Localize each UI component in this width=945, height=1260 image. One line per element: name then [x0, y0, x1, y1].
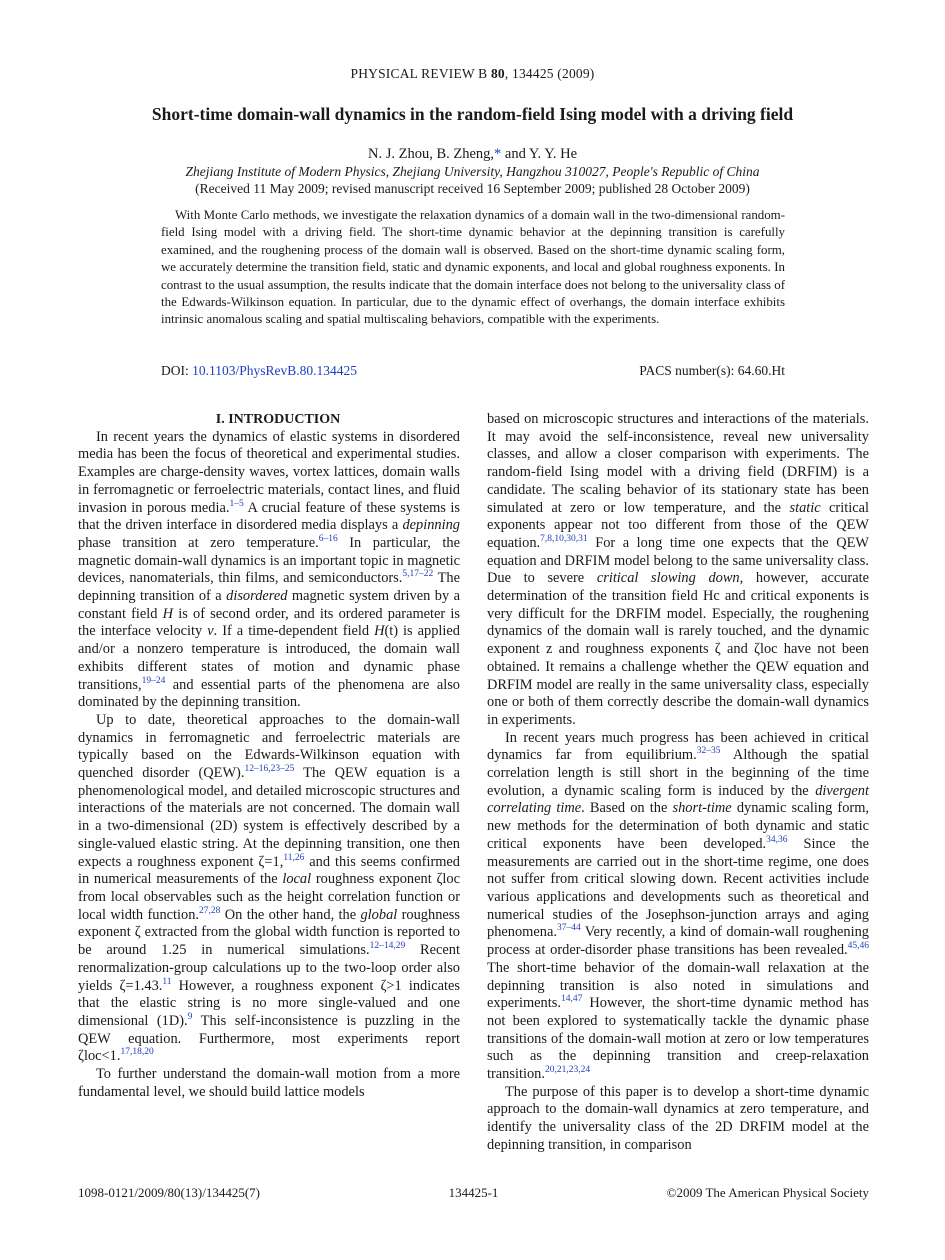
paragraph: In recent years much progress has been achieved in critical dynamics far from equilibrium.$^{32-35}$ Although the spatial correlation length is still short in the beginning of the time evolution, a dynamic scaling form is induced by the divergent correlating time. Based on the short-time dynamic scaling form, new methods for the determination of both dynamic and static critical exponents have been developed.$^{34,36}$ Since the measurements are carried out in the short-time regime, one does not suffer from critical slowing down. Recent activities include various applications and developments such as theoretical and numerical studies of the Josephson-junction arrays and aging phenomena.$^{37-44}$ Very recently, a kind of domain-wall roughening process at order-disorder phase transitions has been revealed.$^{45,46}$ The short-time behavior of the domain-wall relaxation at the depinning transition is also noted in simulations and experiments.$^{14,47}$ However, the short-time dynamic method has not been explored to systematically tackle the dynamic phase transitions of the domain-wall motion at zero or low temperatures such as the depinning transition and creep-relaxation transition.$^{20,21,23,24}$ [487, 729, 870, 1083]
citation-link[interactable]: 19–24 [141, 675, 166, 686]
right-column [487, 411, 869, 1155]
abstract: With Monte Carlo methods, we investigate the relaxation dynamics of a domain wall in the two-dimensional random-field Ising model with a driving field. The short-time dynamic behavior at the depinning transition is carefully examined, and the roughening process of the domain wall is observed. Based on the short-time dynamic scaling form, we accurately determine the transition field, static and dynamic exponents, and local and global roughness exponents. In contrast to the usual assumption, the results indicate that the domain interface does not belong to the universality class of the Edwards-Wilkinson equation. In particular, due to the dynamic effect of overhangs, the domain interface exhibits intrinsic anomalous scaling and spatial multiscaling behaviors, compatible with the experiments. [161, 208, 785, 327]
affiliation: Zhejiang Institute of Modern Physics, Zhejiang University, Hangzhou 310027, People's Republic of China [185, 164, 760, 179]
citation-link[interactable]: 12–16,23–25 [244, 764, 295, 775]
authors-first: N. J. Zhou, B. Zheng, [367, 146, 495, 162]
paragraph: The purpose of this paper is to develop a short-time dynamic approach to the domain-wall dynamics at zero temperature, and identify the universality class of the 2D DRFIM model at the depinning transition, in comparison [487, 1083, 869, 1153]
footer-identifier: 1098-0121/2009/80(13)/134425(7) [78, 1185, 260, 1200]
citation-link[interactable]: 6–16 [318, 534, 338, 545]
citation-link[interactable]: 20,21,23,24 [544, 1065, 591, 1076]
author-list [0, 146, 945, 163]
citation-link[interactable]: 7,8,10,30,31 [540, 534, 588, 545]
citation-link[interactable]: 17,18,20 [120, 1047, 154, 1058]
left-column [78, 411, 460, 1101]
page-number: 134425-1 [448, 1185, 499, 1200]
received-dates: (Received 11 May 2009; revised manuscript received 16 September 2009; published 28 October 2009) [195, 181, 750, 196]
section-heading: I. INTRODUCTION [215, 412, 341, 427]
running-head [0, 66, 945, 82]
journal-volume: 80 [490, 66, 505, 81]
corresponding-author-link[interactable]: * [494, 146, 502, 162]
paragraph: To further understand the domain-wall motion from a more fundamental level, we should build lattice models [78, 1066, 460, 1100]
citation-link[interactable]: 9 [187, 1012, 193, 1023]
citation-link[interactable]: 11 [162, 976, 172, 987]
citation-link[interactable]: 11,26 [283, 852, 305, 863]
citation-link[interactable]: 32–35 [696, 746, 721, 757]
doi-row [161, 363, 785, 379]
doi-label: DOI: [161, 363, 193, 378]
citation-link[interactable]: 5,17–22 [402, 569, 434, 580]
citation-link[interactable]: 14,47 [560, 994, 583, 1005]
copyright: ©2009 The American Physical Society [666, 1185, 869, 1200]
citation-link[interactable]: 12–14,29 [369, 941, 406, 952]
citation-link[interactable]: 27,28 [199, 905, 221, 916]
journal-name: PHYSICAL REVIEW B [350, 66, 488, 81]
paragraph: Up to date, theoretical approaches to the domain-wall dynamics in ferromagnetic and ferroelectric materials are typically based on the Edwards-Wilkinson equation with quenched disorder (QEW).$^{12-16,23-25}$ The QEW equation is a phenomenological model, and detailed microscopic structures and interactions of the materials are not concerned. The domain wall in a two-dimensional (2D) system is effectively described by a single-valued elastic string. At the depinning transition, one then expects a roughness exponent ζ=1,$^{11,26}$ and this seems confirmed in numerical measurements of the local roughness exponent ζloc from local observables such as the height correlation function or local width function.$^{27,28}$ On the other hand, the global roughness exponent ζ extracted from the global width function is reported to be around 1.25 in numerical simulations.$^{12-14,29}$ Recent renormalization-group calculations up to the two-loop order also yields ζ=1.43.11 However, a roughness exponent ζ>1 indicates that the elastic string is no more single-valued and one dimensional (1D).$^9$ This self-inconsistence is puzzling in the QEW equation. Furthermore, most experiments report ζloc<1.$^{17,18,20}$ [78, 711, 461, 1065]
citation-link[interactable]: 1–5 [229, 498, 244, 509]
doi-link[interactable]: 10.1103/PhysRevB.80.134425 [192, 363, 358, 378]
pacs-number: PACS number(s): 64.60.Ht [639, 363, 785, 378]
paper-title: Short-time domain-wall dynamics in the random-field Ising model with a driving field [151, 104, 794, 124]
paragraph: In recent years the dynamics of elastic systems in disordered media has been the focus of theoretical and experimental studies. Examples are charge-density waves, vortex lattices, domain walls in ferromagnetic or ferroelectric materials, contact lines, and fluid invasion in porous media.$^{1-5}$ A crucial feature of these systems is that the driven interface in disordered media displays a depinning phase transition at zero temperature.$^{6-16}$ In particular, the magnetic domain-wall dynamics is an important topic in magnetic devices, nanomaterials, thin films, and semiconductors.$^{5,17-22}$ The depinning transition of a disordered magnetic system driven by a constant field H is of second order, and its ordered parameter is the interface velocity v. If a time-dependent field H(t) is applied and/or a nonzero temperature is introduced, the domain wall exhibits different states of motion and dynamic phase transitions,$^{19-24}$ and essential parts of the phenomena are also dominated by the depinning transition. [78, 428, 461, 711]
paragraph: based on microscopic structures and interactions of the materials. It may avoid the self-inconsistence, reveal new universality classes, and allow a closer comparison with experiments. The random-field Ising model with a driving field (DRFIM) is a candidate. The scaling behavior of its stationary state has been simulated at zero or low temperature, and the static critical exponents appear not too different from those of the QEW equation.$^{7,8,10,30,31}$ For a long time one expects that the QEW equation and DRFIM model belong to the same universality class. Due to severe critical slowing down, however, accurate determination of the transition field Hc and critical exponents is very difficult for the DRFIM model. Especially, the roughening dynamics of the domain wall is rarely touched, and the dynamic exponent z and roughness exponents ζ and ζloc have not been obtained. It remains a challenge whether the QEW equation and DRFIM model are really in the same universality class, especially one or both of them correctly describe the domain-wall dynamics in experiments. [487, 411, 869, 728]
article-number: , 134425 (2009) [504, 66, 595, 81]
authors-last: and Y. Y. He [501, 146, 578, 162]
citation-link[interactable]: 37–44 [556, 923, 581, 934]
citation-link[interactable]: 34,36 [766, 835, 788, 846]
citation-link[interactable]: 45,46 [847, 941, 869, 952]
